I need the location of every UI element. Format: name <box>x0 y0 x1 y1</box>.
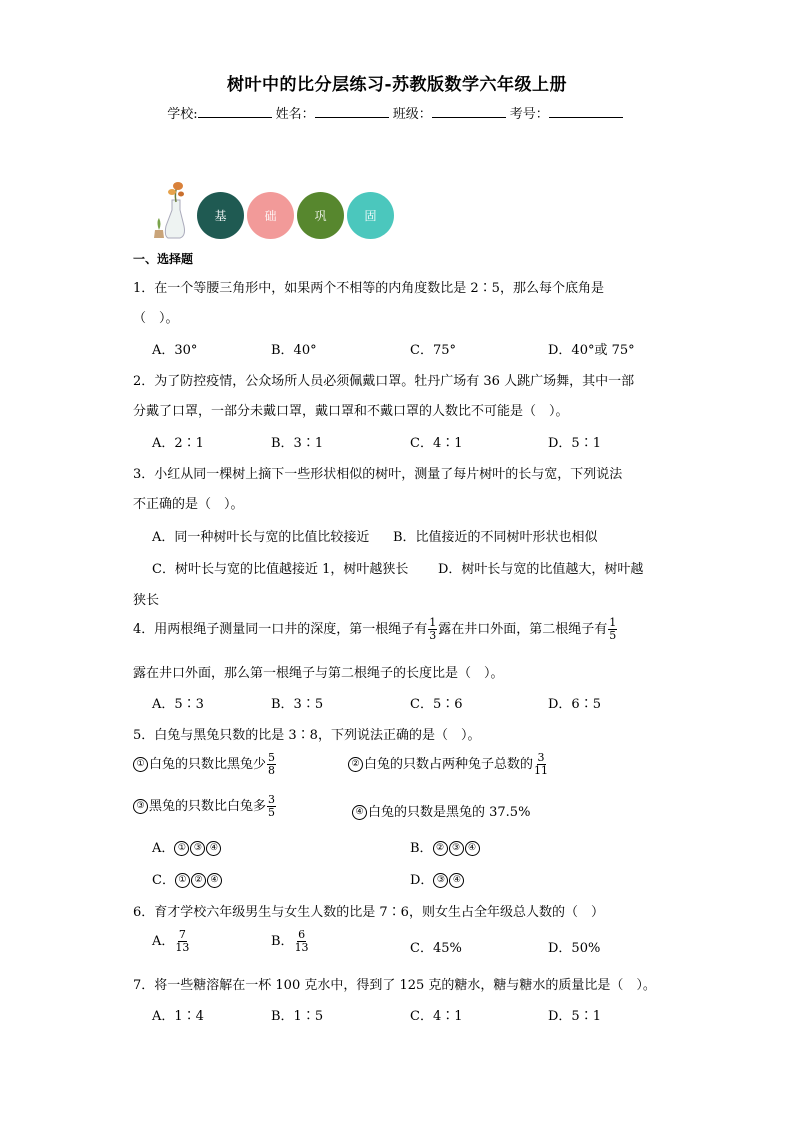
q7-option-b[interactable]: B．1∶5 <box>271 1009 324 1024</box>
badge-gong: 巩 <box>297 192 344 239</box>
q7-option-c[interactable]: C．4∶1 <box>410 1009 463 1024</box>
q7-stem: 7．将一些糖溶解在一杯 100 克水中，得到了 125 克的糖水，糖与糖水的质量比是（ ）。 <box>133 978 656 993</box>
school-blank[interactable] <box>198 104 272 118</box>
q5-option-b[interactable]: B． ② ③ ④ <box>410 837 481 856</box>
q1-stem: 1．在一个等腰三角形中，如果两个不相等的内角度数比是 2∶5，那么每个底角是 <box>133 281 604 296</box>
q7-option-a[interactable]: A．1∶4 <box>152 1009 204 1024</box>
q2-option-c[interactable]: C．4∶1 <box>410 436 463 451</box>
q3-stem-cont: 不正确的是（ ）。 <box>133 497 244 512</box>
q4-option-d[interactable]: D．6∶5 <box>548 697 601 712</box>
name-blank[interactable] <box>315 104 389 118</box>
q7-option-d[interactable]: D．5∶1 <box>548 1009 601 1024</box>
q6-option-c[interactable]: C．45% <box>410 941 462 956</box>
page-title: 树叶中的比分层练习-苏教版数学六年级上册 <box>226 75 568 95</box>
q5-stem: 5．白兔与黑兔只数的比是 3∶8，下列说法正确的是（ ）。 <box>133 728 481 743</box>
q5-statement-3: ③ 黑兔的只数比白兔多 $\frac{3}{5}$ <box>133 794 277 819</box>
badge-ji: 基 <box>197 192 244 239</box>
q1-option-b[interactable]: B．40° <box>271 343 317 358</box>
q5-option-a[interactable]: A． ① ③ ④ <box>152 837 222 856</box>
q2-option-d[interactable]: D．5∶1 <box>548 436 601 451</box>
q6-option-d[interactable]: D．50% <box>548 941 601 956</box>
q3-option-c[interactable]: C．树叶长与宽的比值越接近 1，树叶越狭长 <box>152 562 409 577</box>
q2-stem: 2．为了防控疫情，公众场所人员必须佩戴口罩。牡丹广场有 36 人跳广场舞，其中一部 <box>133 374 635 389</box>
school-label: 学校: <box>167 107 198 122</box>
q4-fraction-1: $\frac{1}{3}$ <box>429 616 437 642</box>
badge-gu: 固 <box>347 192 394 239</box>
q5-statement-2: ② 白兔的只数占两种兔子总数的 $\frac{3}{11}$ <box>348 752 549 777</box>
q4-fraction-2: $\frac{1}{5}$ <box>609 616 617 642</box>
exam-no-blank[interactable] <box>549 104 623 118</box>
q4-stem: 4．用两根绳子测量同一口井的深度，第一根绳子有 $\frac{1}{3}$ 露在井口外面，第二根绳子有 $\frac{1}{5}$ <box>133 616 617 642</box>
class-label: 班级： <box>392 107 432 122</box>
q4-option-a[interactable]: A．5∶3 <box>152 697 204 712</box>
q3-option-d-cont: 狭长 <box>133 593 160 608</box>
q3-option-a[interactable]: A．同一种树叶长与宽的比值比较接近 <box>152 530 370 545</box>
q2-stem-cont: 分戴了口罩，一部分未戴口罩，戴口罩和不戴口罩的人数比不可能是（ ）。 <box>133 404 569 419</box>
q4-stem-cont: 露在井口外面，那么第一根绳子与第二根绳子的长度比是（ ）。 <box>133 666 504 681</box>
name-label: 姓名： <box>275 107 315 122</box>
q1-option-c[interactable]: C．75° <box>410 343 456 358</box>
q6-option-a[interactable]: A． $\frac{7}{13}$ <box>152 928 190 954</box>
q3-stem: 3．小红从同一棵树上摘下一些形状相似的树叶，测量了每片树叶的长与宽，下列说法 <box>133 467 623 482</box>
q1-option-a[interactable]: A．30° <box>152 343 198 358</box>
q1-stem-cont: （ ）。 <box>133 311 179 326</box>
plant-vase-icon <box>150 180 192 240</box>
badge-chu: 础 <box>247 192 294 239</box>
q2-option-b[interactable]: B．3∶1 <box>271 436 324 451</box>
exam-no-label: 考号： <box>509 107 549 122</box>
q5-option-d[interactable]: D． ③ ④ <box>410 869 465 888</box>
q3-option-b[interactable]: B．比值接近的不同树叶形状也相似 <box>393 530 598 545</box>
q4-option-c[interactable]: C．5∶6 <box>410 697 463 712</box>
q5-statement-4: ④ 白兔的只数是黑兔的 37.5% <box>352 801 530 820</box>
class-blank[interactable] <box>432 104 506 118</box>
q1-option-d[interactable]: D．40°或 75° <box>548 343 635 358</box>
student-info-line <box>0 103 794 122</box>
q5-statement-1: ① 白兔的只数比黑兔少 $\frac{5}{8}$ <box>133 752 277 777</box>
q5-option-c[interactable]: C． ① ② ④ <box>152 869 223 888</box>
section-heading: 一、选择题 <box>133 252 194 266</box>
q4-option-b[interactable]: B．3∶5 <box>271 697 324 712</box>
q3-option-d[interactable]: D．树叶长与宽的比值越大，树叶越 <box>438 562 644 577</box>
q6-option-b[interactable]: B． $\frac{6}{13}$ <box>271 928 309 954</box>
q6-stem: 6．育才学校六年级男生与女生人数的比是 7∶6，则女生占全年级总人数的（ ） <box>133 905 604 920</box>
q2-option-a[interactable]: A．2∶1 <box>152 436 204 451</box>
